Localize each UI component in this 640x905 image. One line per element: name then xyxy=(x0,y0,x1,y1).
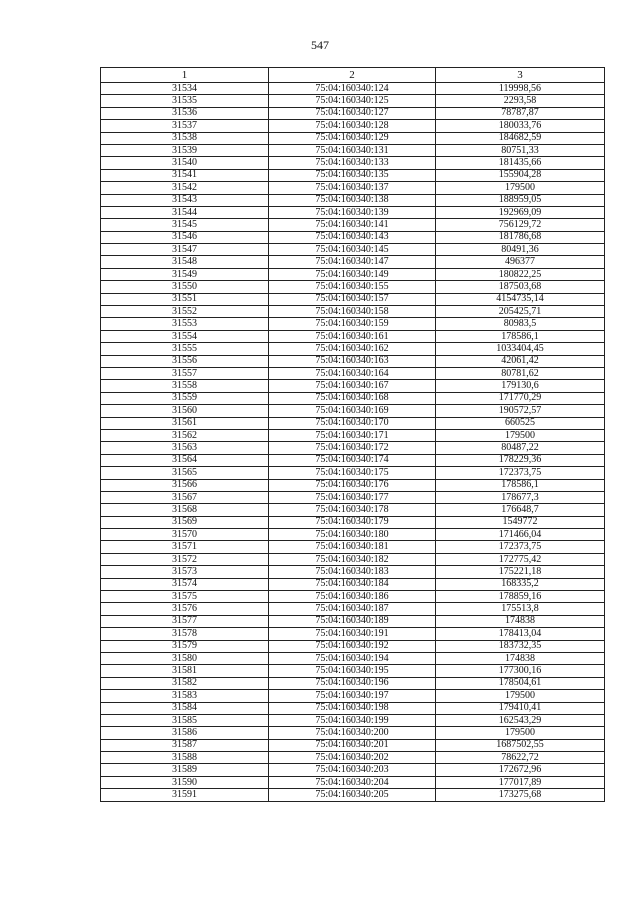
row-number-cell: 31584 xyxy=(101,702,269,714)
cadastral-number-cell: 75:04:160340:179 xyxy=(269,516,436,528)
table-row xyxy=(101,206,605,218)
table-row xyxy=(101,553,605,565)
value-cell: 177300,16 xyxy=(436,665,605,677)
cadastral-number-cell: 75:04:160340:155 xyxy=(269,281,436,293)
table-row xyxy=(101,219,605,231)
cadastral-number-cell: 75:04:160340:192 xyxy=(269,640,436,652)
row-number-cell: 31574 xyxy=(101,578,269,590)
cadastral-number-cell: 75:04:160340:204 xyxy=(269,776,436,788)
cadastral-number-cell: 75:04:160340:168 xyxy=(269,392,436,404)
cadastral-number-cell: 75:04:160340:131 xyxy=(269,144,436,156)
cadastral-number-cell: 75:04:160340:196 xyxy=(269,677,436,689)
row-number-cell: 31579 xyxy=(101,640,269,652)
cadastral-number-cell: 75:04:160340:205 xyxy=(269,789,436,801)
value-cell: 175221,18 xyxy=(436,566,605,578)
row-number-cell: 31586 xyxy=(101,727,269,739)
cadastral-number-cell: 75:04:160340:163 xyxy=(269,355,436,367)
value-cell: 181786,68 xyxy=(436,231,605,243)
row-number-cell: 31545 xyxy=(101,219,269,231)
cadastral-number-cell: 75:04:160340:164 xyxy=(269,367,436,379)
table-row xyxy=(101,231,605,243)
row-number-cell: 31585 xyxy=(101,714,269,726)
table-row xyxy=(101,132,605,144)
value-cell: 168335,2 xyxy=(436,578,605,590)
row-number-cell: 31542 xyxy=(101,182,269,194)
table-row xyxy=(101,343,605,355)
value-cell: 80781,62 xyxy=(436,367,605,379)
row-number-cell: 31534 xyxy=(101,83,269,95)
cadastral-number-cell: 75:04:160340:178 xyxy=(269,504,436,516)
value-cell: 188959,05 xyxy=(436,194,605,206)
row-number-cell: 31591 xyxy=(101,789,269,801)
row-number-cell: 31563 xyxy=(101,442,269,454)
cadastral-number-cell: 75:04:160340:129 xyxy=(269,132,436,144)
row-number-cell: 31556 xyxy=(101,355,269,367)
row-number-cell: 31535 xyxy=(101,95,269,107)
table-row xyxy=(101,467,605,479)
cadastral-number-cell: 75:04:160340:127 xyxy=(269,107,436,119)
value-cell: 192969,09 xyxy=(436,206,605,218)
table-row xyxy=(101,652,605,664)
cadastral-number-cell: 75:04:160340:191 xyxy=(269,628,436,640)
row-number-cell: 31573 xyxy=(101,566,269,578)
cadastral-number-cell: 75:04:160340:161 xyxy=(269,330,436,342)
value-cell: 184682,59 xyxy=(436,132,605,144)
row-number-cell: 31552 xyxy=(101,306,269,318)
cadastral-number-cell: 75:04:160340:183 xyxy=(269,566,436,578)
cadastral-number-cell: 75:04:160340:181 xyxy=(269,541,436,553)
table-row xyxy=(101,491,605,503)
cadastral-number-cell: 75:04:160340:180 xyxy=(269,529,436,541)
row-number-cell: 31538 xyxy=(101,132,269,144)
value-cell: 178504,61 xyxy=(436,677,605,689)
row-number-cell: 31577 xyxy=(101,615,269,627)
row-number-cell: 31559 xyxy=(101,392,269,404)
table-row xyxy=(101,107,605,119)
table-header xyxy=(101,68,605,83)
row-number-cell: 31548 xyxy=(101,256,269,268)
header-row xyxy=(101,68,605,83)
table-row xyxy=(101,95,605,107)
cadastral-number-cell: 75:04:160340:194 xyxy=(269,652,436,664)
table-row xyxy=(101,182,605,194)
row-number-cell: 31539 xyxy=(101,144,269,156)
value-cell: 177017,89 xyxy=(436,776,605,788)
table-row xyxy=(101,665,605,677)
value-cell: 42061,42 xyxy=(436,355,605,367)
table-row xyxy=(101,739,605,751)
value-cell: 178677,3 xyxy=(436,491,605,503)
row-number-cell: 31590 xyxy=(101,776,269,788)
row-number-cell: 31568 xyxy=(101,504,269,516)
value-cell: 181435,66 xyxy=(436,157,605,169)
value-cell: 178586,1 xyxy=(436,479,605,491)
table-row xyxy=(101,702,605,714)
value-cell: 178413,04 xyxy=(436,628,605,640)
value-cell: 1687502,55 xyxy=(436,739,605,751)
table-row xyxy=(101,578,605,590)
table-row xyxy=(101,318,605,330)
row-number-cell: 31578 xyxy=(101,628,269,640)
value-cell: 2293,58 xyxy=(436,95,605,107)
table-row xyxy=(101,615,605,627)
table-row xyxy=(101,306,605,318)
value-cell: 179410,41 xyxy=(436,702,605,714)
table-row xyxy=(101,83,605,95)
cadastral-number-cell: 75:04:160340:167 xyxy=(269,380,436,392)
row-number-cell: 31537 xyxy=(101,120,269,132)
column-header-3: 3 xyxy=(436,68,605,83)
row-number-cell: 31562 xyxy=(101,429,269,441)
table-row xyxy=(101,516,605,528)
row-number-cell: 31575 xyxy=(101,591,269,603)
cadastral-number-cell: 75:04:160340:172 xyxy=(269,442,436,454)
row-number-cell: 31551 xyxy=(101,293,269,305)
value-cell: 175513,8 xyxy=(436,603,605,615)
table-row xyxy=(101,417,605,429)
cadastral-number-cell: 75:04:160340:141 xyxy=(269,219,436,231)
table-body xyxy=(101,83,605,802)
value-cell: 1033404,45 xyxy=(436,343,605,355)
value-cell: 179500 xyxy=(436,429,605,441)
value-cell: 78622,72 xyxy=(436,752,605,764)
value-cell: 80751,33 xyxy=(436,144,605,156)
row-number-cell: 31547 xyxy=(101,244,269,256)
value-cell: 183732,35 xyxy=(436,640,605,652)
table-row xyxy=(101,566,605,578)
value-cell: 155904,28 xyxy=(436,169,605,181)
value-cell: 179500 xyxy=(436,727,605,739)
table-row xyxy=(101,442,605,454)
table-row xyxy=(101,752,605,764)
value-cell: 80487,22 xyxy=(436,442,605,454)
value-cell: 756129,72 xyxy=(436,219,605,231)
row-number-cell: 31582 xyxy=(101,677,269,689)
row-number-cell: 31583 xyxy=(101,690,269,702)
row-number-cell: 31554 xyxy=(101,330,269,342)
table-row xyxy=(101,256,605,268)
table-row xyxy=(101,628,605,640)
table-row xyxy=(101,169,605,181)
row-number-cell: 31561 xyxy=(101,417,269,429)
table-row xyxy=(101,355,605,367)
table-row xyxy=(101,690,605,702)
value-cell: 496377 xyxy=(436,256,605,268)
row-number-cell: 31540 xyxy=(101,157,269,169)
row-number-cell: 31564 xyxy=(101,454,269,466)
table-row xyxy=(101,764,605,776)
table-row xyxy=(101,392,605,404)
cadastral-number-cell: 75:04:160340:138 xyxy=(269,194,436,206)
cadastral-number-cell: 75:04:160340:171 xyxy=(269,429,436,441)
cadastral-number-cell: 75:04:160340:176 xyxy=(269,479,436,491)
page-number: 547 xyxy=(311,38,329,52)
table-row xyxy=(101,293,605,305)
value-cell: 180822,25 xyxy=(436,268,605,280)
value-cell: 178586,1 xyxy=(436,330,605,342)
registry-table xyxy=(100,67,605,802)
cadastral-number-cell: 75:04:160340:186 xyxy=(269,591,436,603)
table-row xyxy=(101,603,605,615)
cadastral-number-cell: 75:04:160340:174 xyxy=(269,454,436,466)
value-cell: 171770,29 xyxy=(436,392,605,404)
cadastral-number-cell: 75:04:160340:182 xyxy=(269,553,436,565)
row-number-cell: 31566 xyxy=(101,479,269,491)
row-number-cell: 31572 xyxy=(101,553,269,565)
row-number-cell: 31570 xyxy=(101,529,269,541)
cadastral-number-cell: 75:04:160340:158 xyxy=(269,306,436,318)
cadastral-number-cell: 75:04:160340:202 xyxy=(269,752,436,764)
cadastral-number-cell: 75:04:160340:143 xyxy=(269,231,436,243)
row-number-cell: 31546 xyxy=(101,231,269,243)
column-header-2: 2 xyxy=(269,68,436,83)
row-number-cell: 31549 xyxy=(101,268,269,280)
table-row xyxy=(101,776,605,788)
cadastral-number-cell: 75:04:160340:177 xyxy=(269,491,436,503)
value-cell: 174838 xyxy=(436,615,605,627)
table-row xyxy=(101,144,605,156)
cadastral-number-cell: 75:04:160340:139 xyxy=(269,206,436,218)
row-number-cell: 31587 xyxy=(101,739,269,751)
cadastral-number-cell: 75:04:160340:157 xyxy=(269,293,436,305)
cadastral-number-cell: 75:04:160340:137 xyxy=(269,182,436,194)
table-row xyxy=(101,429,605,441)
value-cell: 1549772 xyxy=(436,516,605,528)
table-row xyxy=(101,268,605,280)
value-cell: 174838 xyxy=(436,652,605,664)
row-number-cell: 31588 xyxy=(101,752,269,764)
row-number-cell: 31536 xyxy=(101,107,269,119)
row-number-cell: 31569 xyxy=(101,516,269,528)
cadastral-number-cell: 75:04:160340:201 xyxy=(269,739,436,751)
table-row xyxy=(101,529,605,541)
row-number-cell: 31541 xyxy=(101,169,269,181)
value-cell: 171466,04 xyxy=(436,529,605,541)
value-cell: 119998,56 xyxy=(436,83,605,95)
value-cell: 80983,5 xyxy=(436,318,605,330)
value-cell: 173275,68 xyxy=(436,789,605,801)
value-cell: 176648,7 xyxy=(436,504,605,516)
value-cell: 78787,87 xyxy=(436,107,605,119)
cadastral-number-cell: 75:04:160340:200 xyxy=(269,727,436,739)
table-row xyxy=(101,504,605,516)
table-row xyxy=(101,640,605,652)
cadastral-number-cell: 75:04:160340:198 xyxy=(269,702,436,714)
cadastral-number-cell: 75:04:160340:124 xyxy=(269,83,436,95)
cadastral-number-cell: 75:04:160340:197 xyxy=(269,690,436,702)
row-number-cell: 31571 xyxy=(101,541,269,553)
value-cell: 178859,16 xyxy=(436,591,605,603)
value-cell: 180033,76 xyxy=(436,120,605,132)
cadastral-number-cell: 75:04:160340:128 xyxy=(269,120,436,132)
value-cell: 162543,29 xyxy=(436,714,605,726)
cadastral-number-cell: 75:04:160340:199 xyxy=(269,714,436,726)
table-row xyxy=(101,281,605,293)
table-row xyxy=(101,727,605,739)
table-row xyxy=(101,479,605,491)
row-number-cell: 31580 xyxy=(101,652,269,664)
value-cell: 179500 xyxy=(436,182,605,194)
value-cell: 172373,75 xyxy=(436,541,605,553)
cadastral-number-cell: 75:04:160340:187 xyxy=(269,603,436,615)
table-row xyxy=(101,454,605,466)
table-row xyxy=(101,677,605,689)
row-number-cell: 31567 xyxy=(101,491,269,503)
table-row xyxy=(101,194,605,206)
value-cell: 179500 xyxy=(436,690,605,702)
value-cell: 660525 xyxy=(436,417,605,429)
row-number-cell: 31557 xyxy=(101,367,269,379)
value-cell: 178229,36 xyxy=(436,454,605,466)
cadastral-number-cell: 75:04:160340:170 xyxy=(269,417,436,429)
cadastral-number-cell: 75:04:160340:159 xyxy=(269,318,436,330)
row-number-cell: 31560 xyxy=(101,405,269,417)
row-number-cell: 31543 xyxy=(101,194,269,206)
table-row xyxy=(101,789,605,801)
table-row xyxy=(101,367,605,379)
cadastral-number-cell: 75:04:160340:169 xyxy=(269,405,436,417)
cadastral-number-cell: 75:04:160340:125 xyxy=(269,95,436,107)
cadastral-number-cell: 75:04:160340:175 xyxy=(269,467,436,479)
value-cell: 190572,57 xyxy=(436,405,605,417)
row-number-cell: 31544 xyxy=(101,206,269,218)
table-row xyxy=(101,405,605,417)
value-cell: 179130,6 xyxy=(436,380,605,392)
cadastral-number-cell: 75:04:160340:189 xyxy=(269,615,436,627)
row-number-cell: 31565 xyxy=(101,467,269,479)
value-cell: 172775,42 xyxy=(436,553,605,565)
table-row xyxy=(101,157,605,169)
table-row xyxy=(101,244,605,256)
column-header-1: 1 xyxy=(101,68,269,83)
value-cell: 187503,68 xyxy=(436,281,605,293)
table-row xyxy=(101,591,605,603)
row-number-cell: 31550 xyxy=(101,281,269,293)
value-cell: 172373,75 xyxy=(436,467,605,479)
cadastral-number-cell: 75:04:160340:184 xyxy=(269,578,436,590)
value-cell: 4154735,14 xyxy=(436,293,605,305)
row-number-cell: 31553 xyxy=(101,318,269,330)
cadastral-number-cell: 75:04:160340:133 xyxy=(269,157,436,169)
cadastral-number-cell: 75:04:160340:149 xyxy=(269,268,436,280)
row-number-cell: 31576 xyxy=(101,603,269,615)
cadastral-number-cell: 75:04:160340:135 xyxy=(269,169,436,181)
cadastral-number-cell: 75:04:160340:195 xyxy=(269,665,436,677)
value-cell: 205425,71 xyxy=(436,306,605,318)
table-row xyxy=(101,380,605,392)
row-number-cell: 31558 xyxy=(101,380,269,392)
row-number-cell: 31589 xyxy=(101,764,269,776)
value-cell: 80491,36 xyxy=(436,244,605,256)
cadastral-number-cell: 75:04:160340:203 xyxy=(269,764,436,776)
cadastral-number-cell: 75:04:160340:145 xyxy=(269,244,436,256)
cadastral-number-cell: 75:04:160340:147 xyxy=(269,256,436,268)
table-row xyxy=(101,120,605,132)
cadastral-number-cell: 75:04:160340:162 xyxy=(269,343,436,355)
row-number-cell: 31581 xyxy=(101,665,269,677)
table-row xyxy=(101,330,605,342)
row-number-cell: 31555 xyxy=(101,343,269,355)
table-row xyxy=(101,714,605,726)
table-row xyxy=(101,541,605,553)
value-cell: 172672,96 xyxy=(436,764,605,776)
